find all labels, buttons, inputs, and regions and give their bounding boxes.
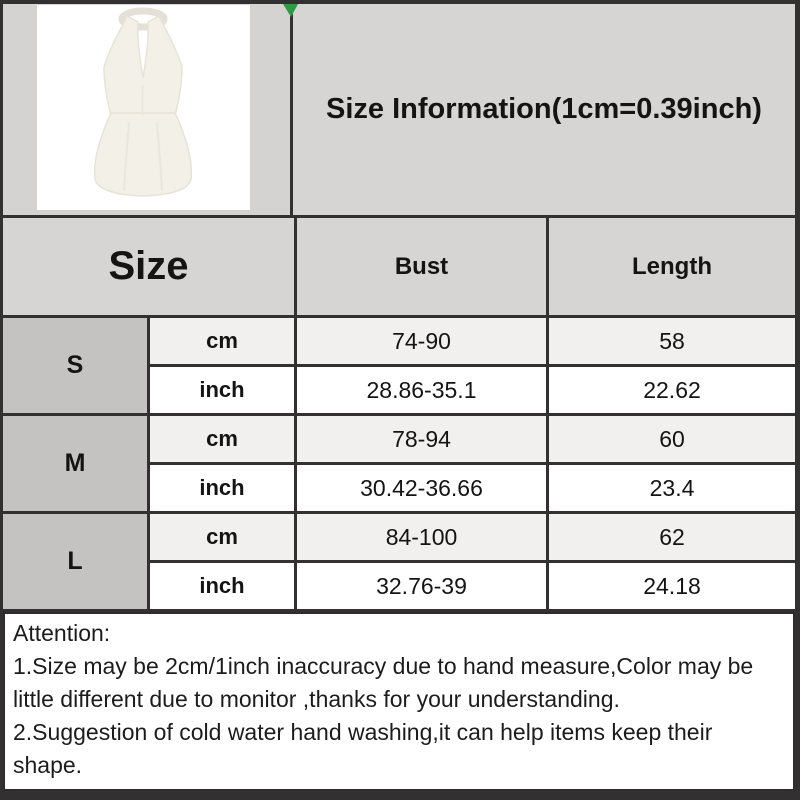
header-bust: Bust <box>297 218 546 315</box>
header-size: Size <box>3 218 294 315</box>
bust-value: 32.76-39 <box>297 563 546 609</box>
bust-value: 74-90 <box>297 318 546 364</box>
unit-cell: inch <box>150 465 294 511</box>
attention-section <box>3 612 795 791</box>
halter-dress-illustration <box>37 5 250 210</box>
attention-line: little different due to monitor ,thanks for your understanding. <box>13 686 620 712</box>
length-value: 23.4 <box>549 465 795 511</box>
header-length: Length <box>549 218 795 315</box>
bust-value: 78-94 <box>297 416 546 462</box>
unit-cell: cm <box>150 416 294 462</box>
product-image-cell <box>3 4 290 215</box>
page-title: Size Information(1cm=0.39inch) <box>326 93 762 125</box>
attention-box <box>3 612 795 791</box>
attention-heading: Attention: <box>13 620 111 646</box>
bust-value: 28.86-35.1 <box>297 367 546 413</box>
content <box>3 4 795 791</box>
size-table <box>3 218 795 609</box>
top-section <box>3 4 795 215</box>
attention-line: 1.Size may be 2cm/1inch inaccuracy due to hand measure,Color may be <box>13 653 754 679</box>
unit-cell: inch <box>150 563 294 609</box>
size-label-l: L <box>3 514 147 609</box>
attention-line: 2.Suggestion of cold water hand washing,it can help items keep their shape. <box>13 719 713 778</box>
product-photo <box>37 5 250 210</box>
green-flag-marker <box>283 4 298 17</box>
length-value: 58 <box>549 318 795 364</box>
bust-value: 84-100 <box>297 514 546 560</box>
title-banner <box>293 4 795 215</box>
length-value: 60 <box>549 416 795 462</box>
unit-cell: cm <box>150 318 294 364</box>
size-label-m: M <box>3 416 147 511</box>
bust-value: 30.42-36.66 <box>297 465 546 511</box>
length-value: 62 <box>549 514 795 560</box>
unit-cell: cm <box>150 514 294 560</box>
length-value: 22.62 <box>549 367 795 413</box>
unit-cell: inch <box>150 367 294 413</box>
length-value: 24.18 <box>549 563 795 609</box>
size-label-s: S <box>3 318 147 413</box>
